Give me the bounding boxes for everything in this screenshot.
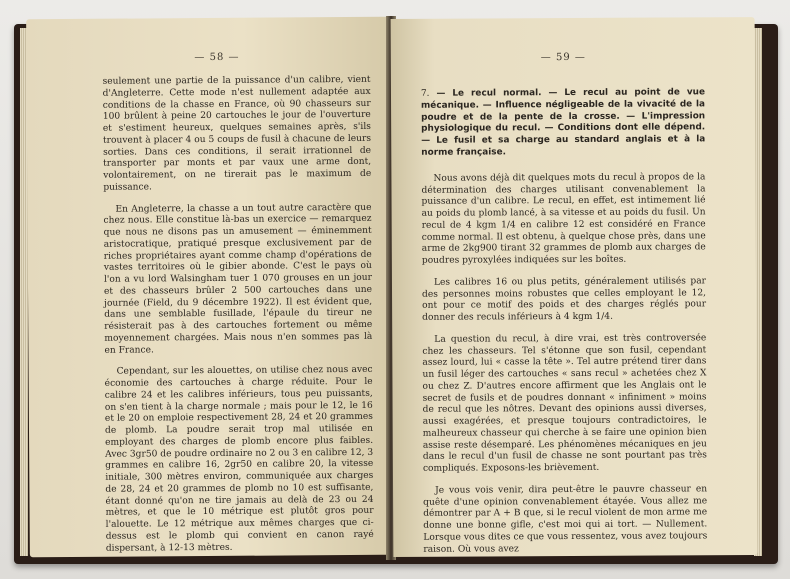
paragraph: Cependant, sur les alouettes, on utilise chez nous avec économie des cartouches à charge réduite. Pour le calibre 24 et les calibres inférieurs, tous peu puissants, on s'en tient à la charge normale ; mais pour le 12, le 16 et le 20 on emploie respectivement 28, 24 et 20 grammes de plomb. La poudre serait trop mal utilisée en employant des charges de plomb encore plus faibles. Avec 3gr50 de poudre ordinaire no 2 ou 3 en calibre 12, 3 grammes en calibre 16, 2gr50 en calibre 20, la vitesse initiale, 300 mètres environ, communiquée aux charges de 28, 24 et 20 grammes de plomb no 10 est suffisante, étant donné qu'on ne tire jamais au delà de 23 ou 24 mètres, et que le 10 métrique est plutôt gros pour l'alouette. Le 12 métrique aux mêmes charges que ci-dessus est le plomb qui convient en canon rayé dispersant, à 12-13 mètres. (104, 365, 374, 554)
paragraph: Les calibres 16 ou plus petits, généralement utilisés par des personnes moins robustes que celles employant le 12, ont pour ce motif des poids et des charges réglés pour donner des reculs inférieurs à 4 kgm 1/4. (422, 276, 707, 323)
paragraph: Je vous vois venir, dira peut-être le pauvre chasseur en quête d'une opinion convenablement étayée. Vous allez me démontrer par A + B que, si le recul violent de mon arme me donne une bonne gifle, c'est moi qui ai tort. — Nullement. Lorsque vous dites ce que vous ressentez, vous avez toujours raison. Où vous avez (423, 484, 708, 555)
left-page-text (103, 75, 374, 557)
paragraph: Nous avons déjà dit quelques mots du recul à propos de la détermination des charges utilisant convenablement la puissance d'un calibre. Le recul, en effet, est intimement lié au poids du plomb lancé, à sa vitesse et au poids du fusil. Un recul de 4 kgm 1/4 en calibre 12 est considéré en France comme normal. Il est obtenu, à quelque chose près, dans une arme de 2kg900 tirant 32 grammes de plomb aux charges de poudres pyroxylées indiquées sur les boîtes. (421, 172, 706, 266)
section-number: 7. (420, 88, 430, 99)
page-number-right: — 59 — (540, 51, 586, 64)
paragraph: En Angleterre, la chasse a un tout autre caractère que chez nous. Elle constitue là-bas un exercice — remarquez que nous ne disons pas un amusement — éminemment aristocratique, pratiqué presque exclusivement par de riches propriétaires ayant comme champ d'opérations de vastes territoires où le gibier abonde. C'est le pays où l'on a vu lord Walsingham tuer 1 070 grouses en un jour et des chasseurs brûler 2 500 cartouches dans une journée (Field, du 9 décembre 1922). Il est évident que, dans une semblable fusillade, l'épaule du tireur ne résisterait pas à des cartouches fortement ou même moyennement chargées. Mais nous n'en sommes pas là en France. (103, 202, 373, 356)
page-number-left: — 58 — (194, 51, 240, 64)
paragraph: La question du recul, à dire vrai, est très controversée chez les chasseurs. Tel s'étonne que son fusil, cependant assez lourd, lui « casse la tête ». Tel autre prétend tirer dans un fusil léger des cartouches « sans recul » achetées chez X ou chez Z. D'autres encore affirment que les Anglais ont le secret de fusils et de poudres donnant « infiniment » moins de recul que les nôtres. Devant des opinions aussi diverses, aussi exagérées, et presque toujours contradictoires, le malheureux chasseur qui cherche à se faire une opinion bien assise reste désemparé. Les phénomènes mécaniques en jeu dans le recul d'un fusil de chasse ne sont pourtant pas très compliqués. Exposons-les brièvement. (422, 333, 707, 474)
right-page (391, 17, 758, 557)
paragraph: seulement une partie de la puissance d'un calibre, vient d'Angleterre. Cette mode n'est nullement adaptée aux conditions de la chasse en France, où 90 chasseurs sur 100 brûlent à peine 20 cartouches le jour de l'ouverture et s'estiment heureux, quelques semaines après, s'ils trouvent à placer 4 ou 5 coups de fusil à chacune de leurs sorties. Dans ces conditions, il serait irrationnel de transporter par monts et par vaux une arme dont, volontairement, on ne tirerait pas le maximum de puissance. (102, 74, 372, 193)
section-heading (421, 87, 705, 159)
left-page (26, 17, 392, 558)
section-heading-text: — Le recul normal. — Le recul au point de vue mécanique. — Influence négligeable de la vivacité de la poudre et de la pente de la crosse. — L'impression physiologique du recul. — Conditions dont elle dépend. — Le fusil et sa charge au standard anglais et à la norme française. (421, 87, 706, 158)
right-page-text (421, 87, 707, 557)
